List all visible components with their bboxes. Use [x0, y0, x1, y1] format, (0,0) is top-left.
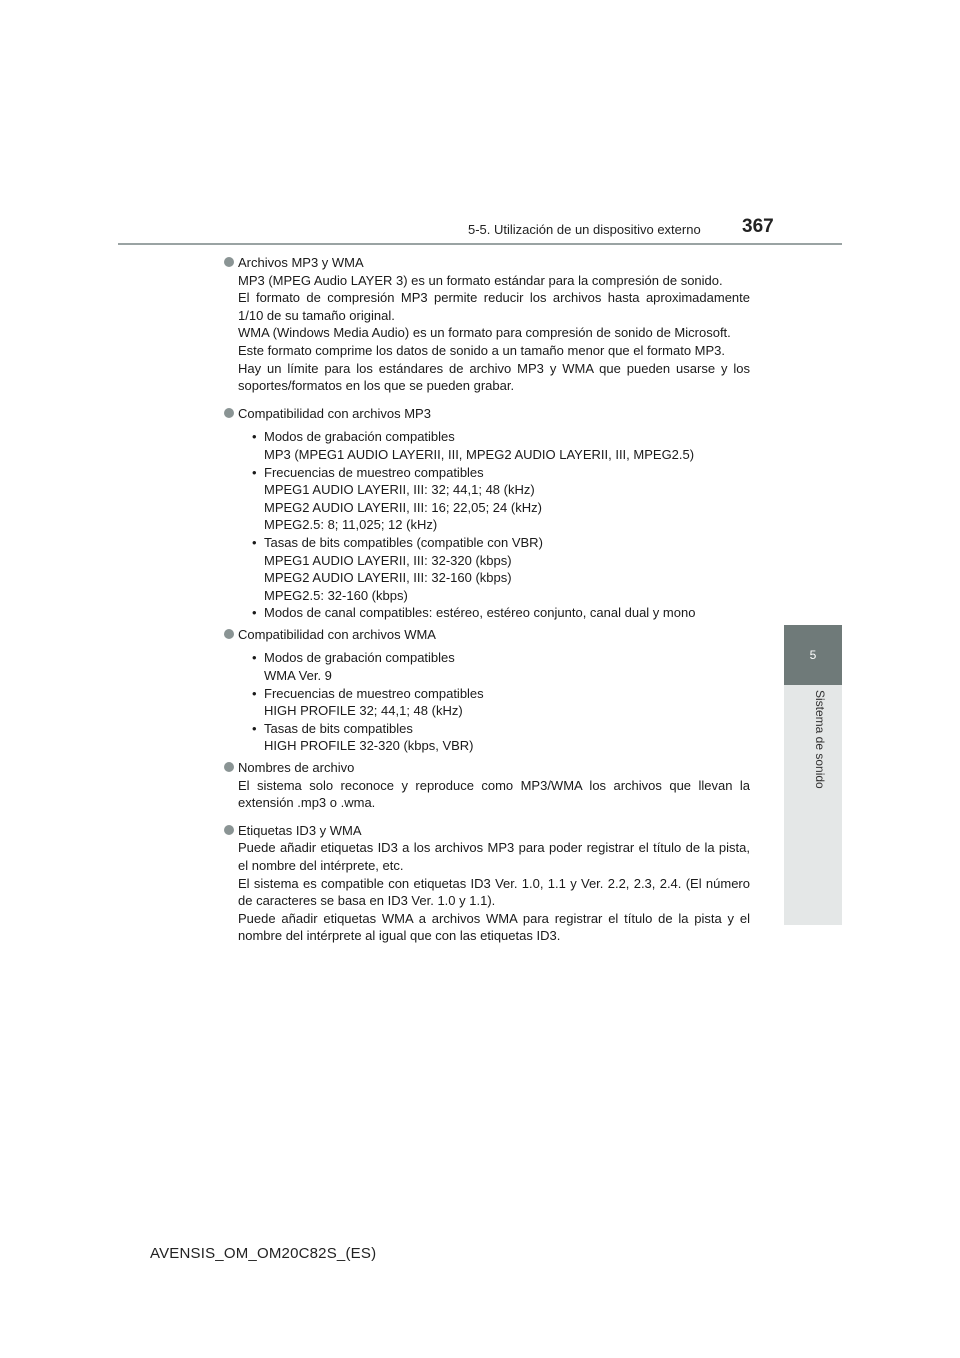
sub-item	[238, 604, 750, 622]
list-item	[224, 405, 750, 622]
header-divider	[118, 243, 842, 245]
chapter-number: 5	[809, 648, 817, 662]
item-title: Nombres de archivo	[238, 760, 355, 776]
item-paragraph: Este formato comprime los datos de sonido a un tamaño menor que el formato MP3.	[238, 342, 726, 358]
sub-bullet-icon: •	[252, 720, 257, 736]
sub-bullet-icon: •	[252, 650, 257, 666]
sub-bullet-icon: •	[252, 429, 257, 445]
item-paragraph: El sistema solo reconoce y reproduce como MP3/WMA los archivos que llevan la extensión .mp3 o .wma.	[238, 777, 750, 811]
chapter-title: Sistema de sonido	[813, 690, 827, 789]
item-paragraph: Puede añadir etiquetas WMA a archivos WMA para registrar el título de la pista y el nombre del intérprete al igual que con las etiquetas ID3.	[238, 910, 750, 944]
sub-item-text: Tasas de bits compatibles	[264, 720, 413, 736]
item-paragraph: El formato de compresión MP3 permite reducir los archivos hasta aproximadamente 1/10 de su tamaño original.	[238, 290, 750, 323]
sub-bullet-icon: •	[252, 685, 257, 701]
sub-item	[238, 720, 750, 755]
sub-item-detail: MPEG2.5: 8; 11,025; 12 (kHz)	[264, 517, 438, 533]
main-content	[224, 254, 750, 955]
sub-item-detail: HIGH PROFILE 32; 44,1; 48 (kHz)	[264, 703, 463, 719]
item-paragraph: MP3 (MPEG Audio LAYER 3) es un formato estándar para la compresión de sonido.	[238, 272, 723, 288]
bullet-dot-icon	[224, 408, 234, 418]
list-item	[224, 822, 750, 945]
sub-item-detail: WMA Ver. 9	[264, 668, 332, 684]
bullet-dot-icon	[224, 629, 234, 639]
item-paragraph: Hay un límite para los estándares de archivo MP3 y WMA que pueden usarse y los soportes/formatos en los que se pueden grabar.	[238, 360, 750, 394]
item-paragraph: El sistema es compatible con etiquetas ID3 Ver. 1.0, 1.1 y Ver. 2.2, 2.3, 2.4. (El número de caracteres se basa en ID3 Ver. 1.0 y 1.1).	[238, 875, 750, 909]
section-title: 5-5. Utilización de un dispositivo externo	[468, 222, 701, 237]
sub-item-text: Modos de canal compatibles: estéreo, estéreo conjunto, canal dual y mono	[264, 605, 696, 621]
list-item	[224, 759, 750, 812]
document-id: AVENSIS_OM_OM20C82S_(ES)	[150, 1245, 377, 1262]
sub-item-text: Frecuencias de muestreo compatibles	[264, 685, 484, 701]
item-paragraph: WMA (Windows Media Audio) es un formato para compresión de sonido de Microsoft.	[238, 325, 731, 341]
sub-item	[238, 649, 750, 684]
sub-item-detail: MPEG1 AUDIO LAYERII, III: 32-320 (kbps)	[264, 552, 512, 568]
sub-bullet-icon: •	[252, 605, 257, 621]
sub-item-detail: MP3 (MPEG1 AUDIO LAYERII, III, MPEG2 AUDIO LAYERII, III, MPEG2.5)	[264, 446, 695, 462]
sub-list	[238, 649, 750, 755]
sub-list	[238, 428, 750, 622]
sub-bullet-icon: •	[252, 464, 257, 480]
item-paragraph: Puede añadir etiquetas ID3 a los archivos MP3 para poder registrar el título de la pista, el nombre del intérprete, etc.	[238, 840, 750, 873]
sub-item-text: Modos de grabación compatibles	[264, 650, 455, 666]
page-number: 367	[742, 216, 774, 237]
list-item	[224, 254, 750, 395]
sub-item-text: Frecuencias de muestreo compatibles	[264, 464, 484, 480]
sub-item-detail: MPEG1 AUDIO LAYERII, III: 32; 44,1; 48 (kHz)	[264, 482, 535, 498]
list-item	[224, 626, 750, 755]
chapter-number-tab	[784, 625, 842, 685]
sub-item	[238, 428, 750, 463]
sub-item	[238, 464, 750, 534]
sub-item-detail: MPEG2 AUDIO LAYERII, III: 16; 22,05; 24 (kHz)	[264, 499, 542, 515]
sub-item	[238, 685, 750, 720]
sub-item	[238, 534, 750, 604]
sub-item-detail: MPEG2.5: 32-160 (kbps)	[264, 587, 408, 603]
item-title: Compatibilidad con archivos WMA	[238, 626, 436, 642]
bullet-dot-icon	[224, 762, 234, 772]
item-title: Etiquetas ID3 y WMA	[238, 822, 362, 838]
bullet-dot-icon	[224, 257, 234, 267]
sub-item-detail: HIGH PROFILE 32-320 (kbps, VBR)	[264, 738, 474, 754]
sub-bullet-icon: •	[252, 534, 257, 550]
item-title: Archivos MP3 y WMA	[238, 255, 364, 270]
sub-item-text: Modos de grabación compatibles	[264, 429, 455, 445]
bullet-dot-icon	[224, 825, 234, 835]
item-title: Compatibilidad con archivos MP3	[238, 405, 431, 421]
sub-item-detail: MPEG2 AUDIO LAYERII, III: 32-160 (kbps)	[264, 570, 512, 586]
sub-item-text: Tasas de bits compatibles (compatible con VBR)	[264, 534, 543, 550]
